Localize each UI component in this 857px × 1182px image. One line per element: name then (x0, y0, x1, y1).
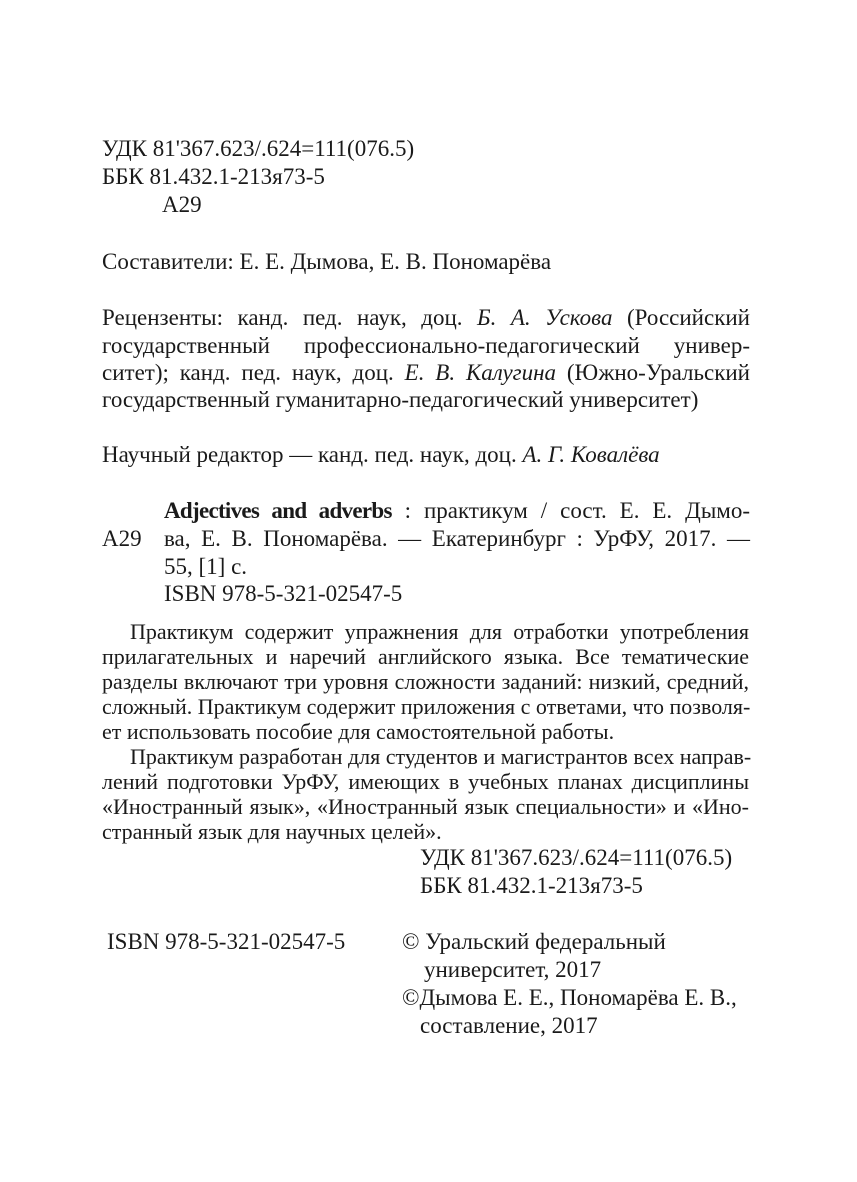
reviewers-line-4: государственный гуманитарно-педагогический университет) (102, 387, 699, 412)
abstract-p1-line-2: прилагательных и наречий английского языка. Все тематические (102, 644, 749, 669)
bib-line-1 (164, 497, 750, 525)
reviewers-line-1-post: (Российский (612, 305, 750, 330)
reviewer-name-2: Е. В. Калугина (404, 360, 557, 385)
reviewers-line-3-post: (Южно-Уральский (556, 360, 750, 385)
bib-isbn: ISBN 978-5-321-02547-5 (164, 581, 403, 606)
bbk-code-bottom: ББК 81.432.1-213я73-5 (420, 873, 643, 898)
bib-line-3: 55, [1] с. (164, 554, 248, 579)
scientific-editor (102, 441, 660, 469)
abstract-p2-line-3: «Иностранный язык», «Иностранный язык специальности» и «Ино- (102, 794, 749, 819)
footer-isbn: ISBN 978-5-321-02547-5 (107, 929, 346, 954)
compilers: Составители: Е. Е. Дымова, Е. В. Пономарёва (102, 249, 552, 274)
udk-code-bottom: УДК 81'367.623/.624=111(076.5) (420, 845, 733, 870)
abstract-p1-line-4: сложный. Практикум содержит приложения с ответами, что позволя- (102, 694, 751, 719)
bib-line-2: ва, Е. В. Пономарёва. — Екатеринбург : УрФУ, 2017. — (164, 526, 750, 551)
abstract-p1-line-5: ет использовать пособие для самостоятельной работы. (102, 719, 615, 744)
udk-code: УДК 81'367.623/.624=111(076.5) (102, 136, 415, 161)
reviewers-line-1 (102, 304, 750, 332)
book-title: Adjectives and adverbs (164, 498, 392, 523)
bbk-code: ББК 81.432.1-213я73-5 (102, 164, 325, 189)
copyright-authors-line-2: составление, 2017 (420, 1013, 598, 1038)
reviewers-line-3-pre: ситет); канд. пед. наук, доц. (102, 360, 405, 385)
reviewer-name-1: Б. А. Ускова (477, 305, 613, 330)
abstract-p1-line-1: Практикум содержит упражнения для отработки употребления (130, 619, 749, 644)
abstract-p2-line-1: Практикум разработан для студентов и магистрантов всех направ- (130, 744, 752, 769)
copyright-authors-line-1: ©Дымова Е. Е., Пономарёва Е. В., (402, 985, 737, 1010)
abstract-p2-line-4: странный язык для научных целей». (102, 819, 442, 844)
reviewers-line-2: государственный профессионально-педагогический универ- (102, 333, 750, 358)
bib-line-1-rest: : практикум / сост. Е. Е. Дымо- (391, 498, 750, 523)
reviewers-line-3 (102, 359, 750, 387)
editor-name: А. Г. Ковалёва (522, 442, 660, 467)
abstract-p1-line-3: разделы включают три уровня сложности заданий: низкий, средний, (102, 669, 749, 694)
bib-author-mark: А29 (102, 526, 142, 551)
reviewers-line-1-pre: Рецензенты: канд. пед. наук, доц. (102, 305, 478, 330)
copyright-urfu-line-1: © Уральский федеральный (402, 929, 666, 954)
editor-pre: Научный редактор — канд. пед. наук, доц. (102, 442, 523, 467)
copyright-urfu-line-2: университет, 2017 (424, 957, 602, 982)
author-mark: А29 (162, 192, 202, 217)
abstract-p2-line-2: лений подготовки УрФУ, имеющих в учебных планах дисциплины (102, 769, 749, 794)
